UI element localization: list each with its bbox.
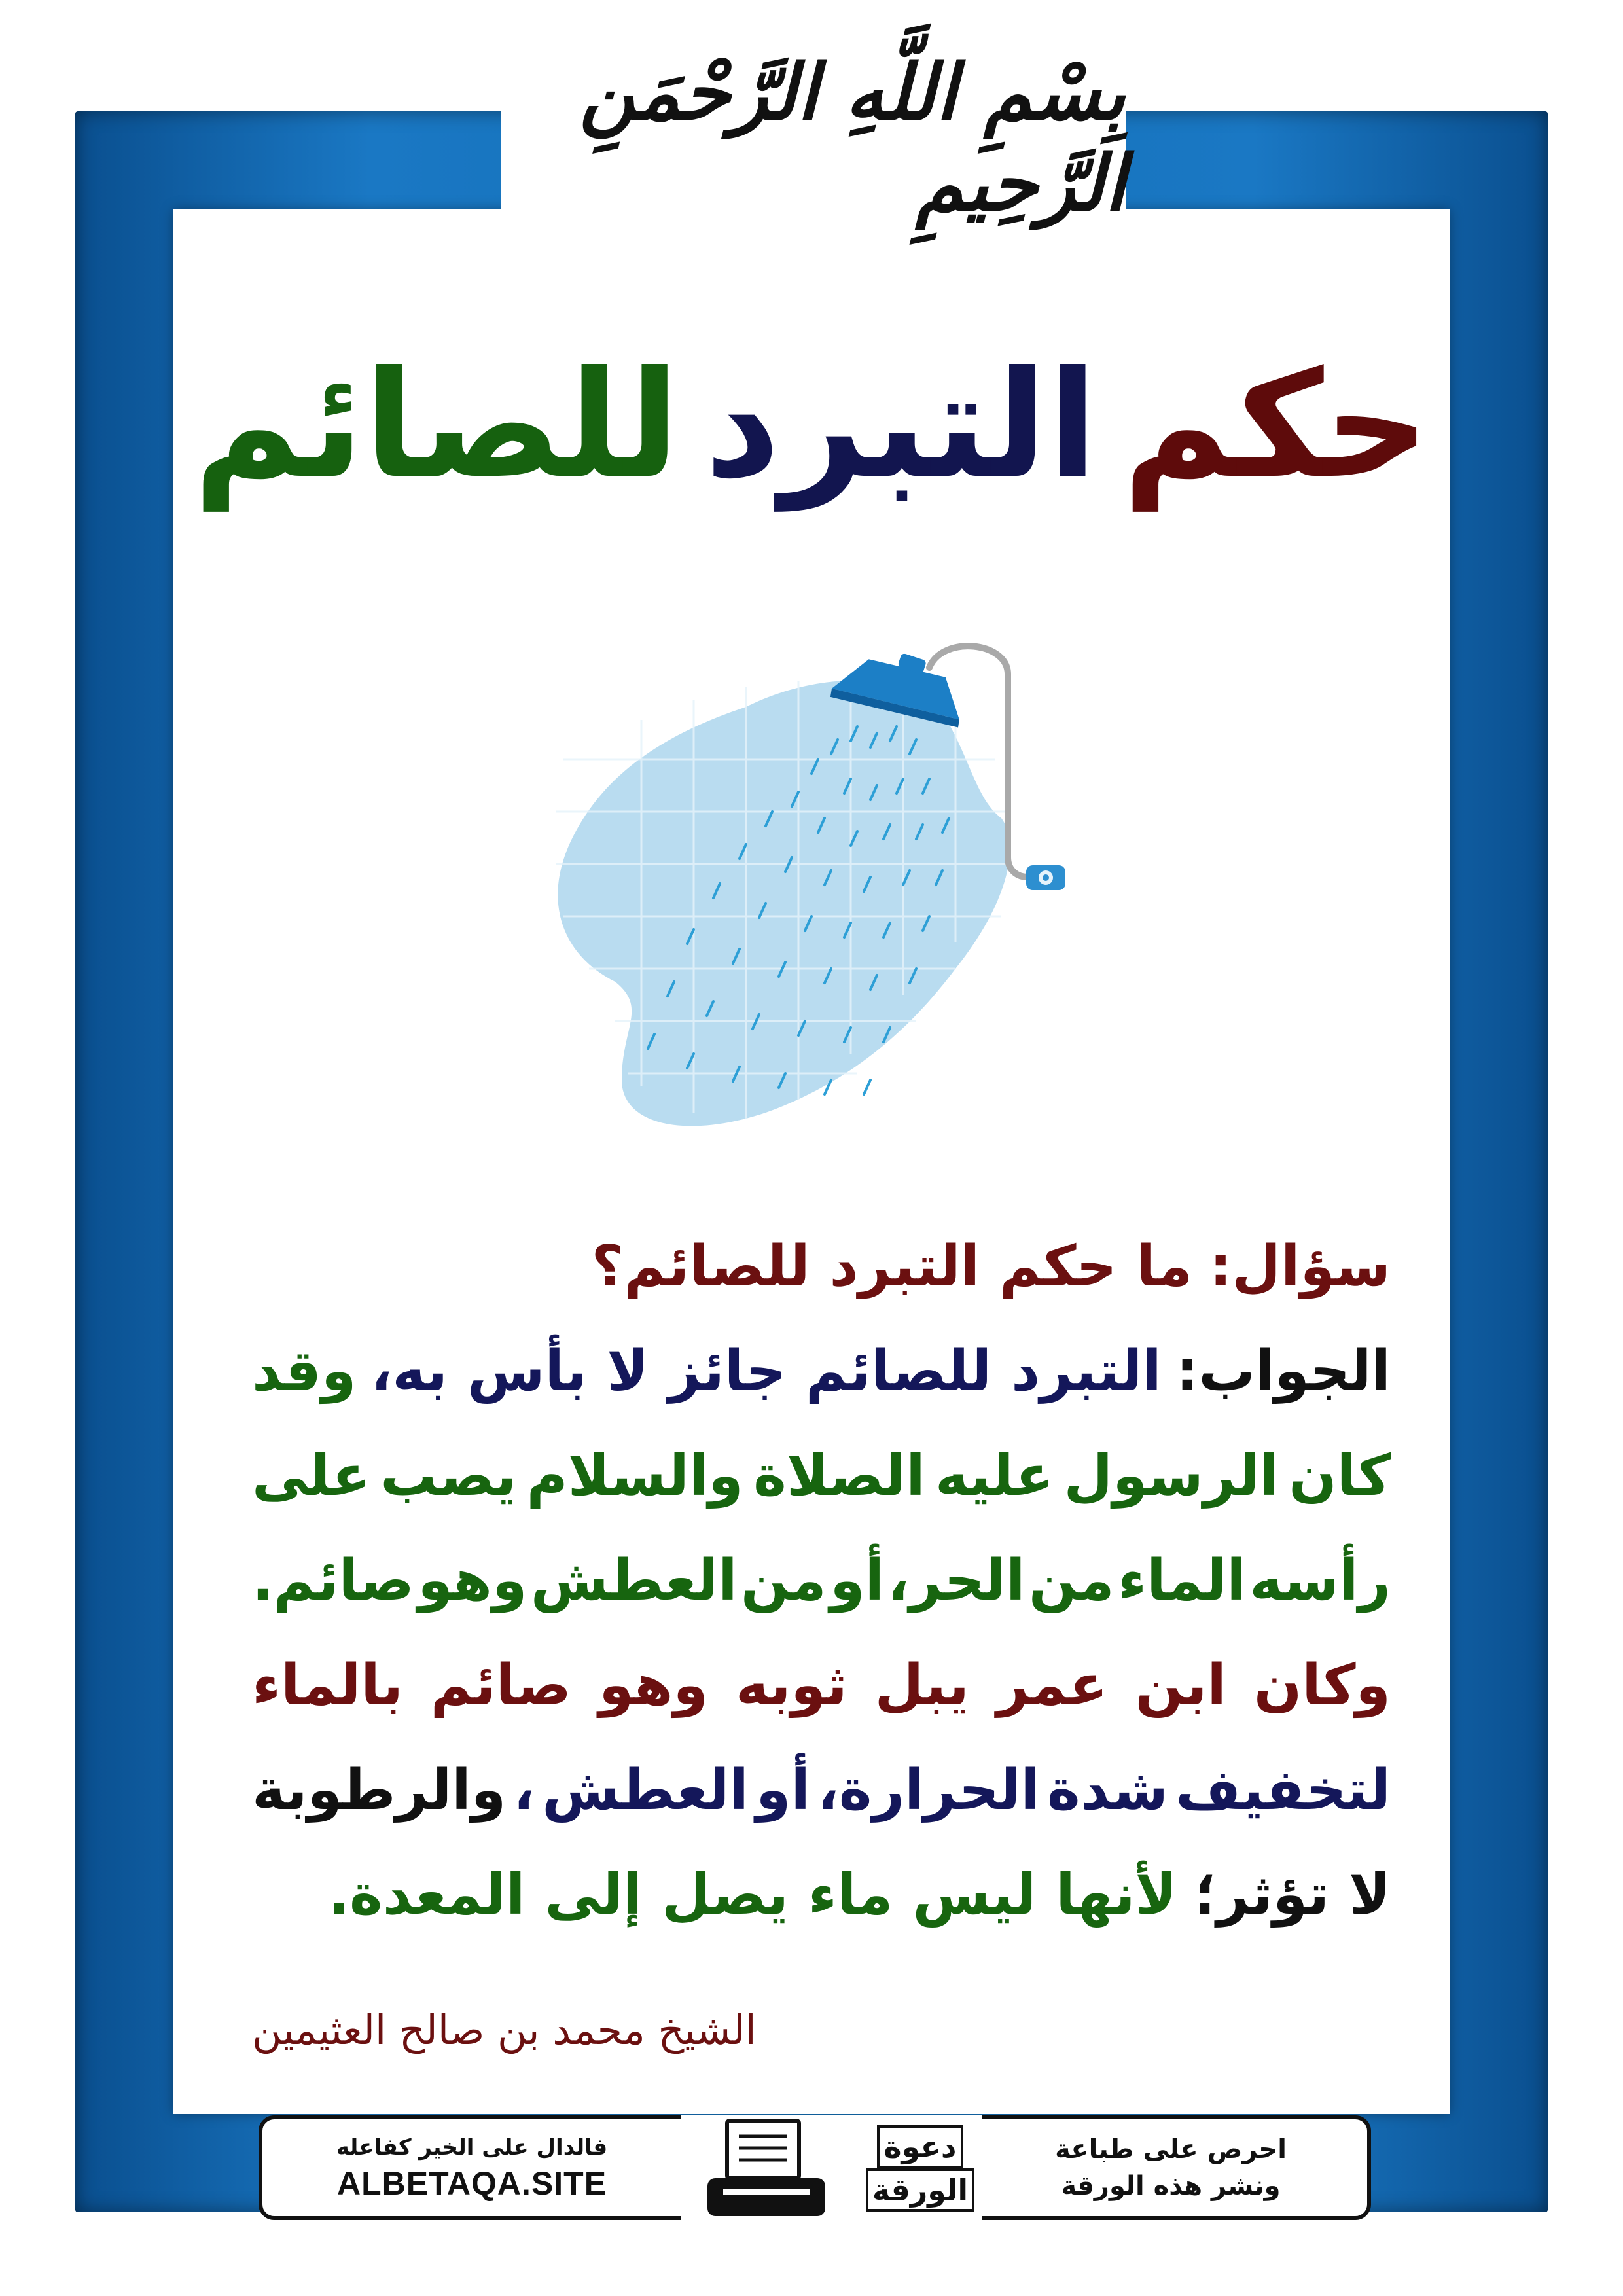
printer-icon [707,2115,838,2220]
sheikh-attribution: الشيخ محمد بن صالح العثيمين [252,2006,757,2054]
answer-line-6-end: لأنها ليس ماء يصل إلى المعدة. [328,1862,1177,1928]
site-url[interactable]: ALBETAQA.SITE [336,2165,607,2202]
article-body [252,1214,1391,1947]
question-text: ما حكم التبرد للصائم؟ [591,1234,1193,1299]
shower-valve-icon [1026,865,1065,890]
answer-line-1 [252,1319,1391,1424]
answer-line-3: رأسه الماء من الحر، أو من العطش وهو صائم. [252,1548,1391,1613]
answer-line-4: وكان ابن عمر يبل ثوبه وهو صائم بالماء [252,1653,1391,1718]
title-word-cooling: التبرد [704,339,1098,511]
answer-line-2: كان الرسول عليه الصلاة والسلام يصب على [252,1443,1391,1509]
water-splash-shape [558,681,1010,1126]
dawah-logo: دعوة الورقة [865,2121,976,2216]
answer-line-5: لتخفيف شدة الحرارة، أو العطش ، والرطوبة [252,1757,1391,1823]
title-word-ruling: حكم [1122,339,1430,511]
answer-line-6-start: لا تؤثر؛ [1194,1862,1391,1928]
footer-banner [259,2115,1371,2220]
footer-icons-area [681,2115,982,2220]
question-line [252,1214,1391,1319]
answer-line-1-end: وقد [252,1338,357,1404]
bismillah-calligraphy: بِسْمِ اللَّهِ الرَّحْمَنِ الرَّحِيمِ [579,46,1126,228]
footer-print-note: احرص على طباعة ونشر هذه الورقة [1055,2134,1287,2201]
page-title [173,327,1450,524]
question-label: سؤال: [1209,1234,1391,1299]
footer-site-info: فالدال على الخير كفاعله ALBETAQA.SITE [262,2119,681,2216]
title-word-fasting: للصائم [193,339,680,511]
shower-illustration [550,628,1099,1126]
answer-line-1-main: التبرد للصائم جائز لا بأس به، [370,1338,1162,1404]
answer-line-6 [252,1842,1391,1947]
answer-label: الجواب: [1176,1338,1391,1404]
